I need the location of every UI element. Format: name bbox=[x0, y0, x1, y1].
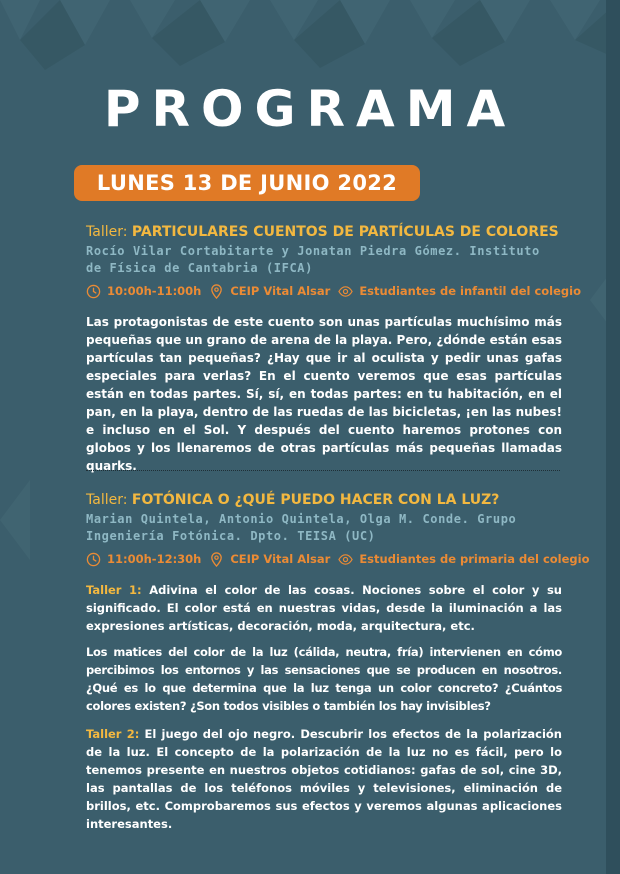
workshop-2-time bbox=[86, 552, 201, 567]
workshop-1-place-text: CEIP Vital Alsar bbox=[230, 284, 331, 298]
workshop-2-part2-text: El juego del ojo negro. Descubrir los efectos de la polarización de la luz. El concepto de la polarización de la luz no es fácil, pero lo tenemos presente en nuestros objetos cotidianos: gafas de sol, cine 3D, las pantallas de los teléfonos móviles y televisiones, eliminación de brillos, etc. Comprobaremos sus efectos y veremos algunas aplicaciones interesantes. bbox=[86, 727, 562, 831]
workshop-1-place bbox=[209, 284, 330, 299]
workshop-1-title bbox=[86, 222, 562, 242]
workshop-2-prefix: Taller: bbox=[86, 492, 132, 508]
workshop-2-audience-text: Estudiantes de primaria del colegio bbox=[359, 552, 590, 566]
eye-icon bbox=[338, 552, 353, 567]
location-pin-icon bbox=[209, 552, 224, 567]
workshop-2-part2 bbox=[86, 725, 562, 833]
workshop-2-title bbox=[86, 490, 562, 510]
workshop-1-prefix: Taller: bbox=[86, 224, 132, 240]
workshop-2-meta bbox=[86, 549, 590, 569]
workshop-2-audience bbox=[338, 552, 589, 567]
workshop-1 bbox=[86, 222, 581, 475]
workshop-1-meta bbox=[86, 281, 581, 301]
workshop-2-part1-text: Adivina el color de las cosas. Nociones sobre el color y su significado. El color está en nuestras vidas, desde la iluminación a las expresiones artísticas, decoración, moda, arquitectura, etc. bbox=[86, 583, 562, 633]
workshop-2-part1-text2: Los matices del color de la luz (cálida, neutra, fría) intervienen en cómo percibimos los entornos y las sensaciones que se producen en nosotros. ¿Qué es lo que determina que la luz tenga un color concreto? ¿Cuántos colores existen? ¿Son todos visibles o también los hay invisibles? bbox=[86, 645, 562, 713]
workshop-2-place-text: CEIP Vital Alsar bbox=[230, 552, 331, 566]
workshop-2-authors: Marian Quintela, Antonio Quintela, Olga M. Conde. Grupo Ingeniería Fotónica. Dpto. TEISA (UC) bbox=[86, 512, 517, 543]
section-divider bbox=[86, 470, 560, 471]
location-pin-icon bbox=[209, 284, 224, 299]
eye-icon bbox=[338, 284, 353, 299]
workshop-2 bbox=[86, 490, 590, 833]
workshop-2-place bbox=[209, 552, 330, 567]
workshop-1-description: Las protagonistas de este cuento son unas partículas muchísimo más pequeñas que un grano de arena de la playa. Pero, ¿dónde están esas partículas tan pequeñas? ¿Hay que ir al oculista y pedir unas gafas especiales para verlas? En el cuento veremos que esas partículas están en todas partes. Sí, sí, en todas partes: en tu habitación, en el pan, en la playa, dentro de las ruedas de las bicicletas, ¡en las nubes! e incluso en el Sol. Y después del cuento haremos protones con globos y los llenaremos de otras partículas más pequeñas llamadas quarks. bbox=[86, 315, 562, 473]
date-badge bbox=[74, 165, 420, 201]
page-title: PROGRAMA bbox=[103, 80, 517, 138]
workshop-1-audience-text: Estudiantes de infantil del colegio bbox=[359, 284, 581, 298]
workshop-2-part2-label: Taller 2: bbox=[86, 727, 140, 741]
workshop-1-audience bbox=[338, 284, 581, 299]
date-label: LUNES 13 DE JUNIO 2022 bbox=[96, 171, 398, 195]
workshop-1-time bbox=[86, 284, 201, 299]
workshop-2-part1 bbox=[86, 581, 562, 635]
workshop-1-time-text: 10:00h-11:00h bbox=[107, 284, 202, 298]
workshop-2-part1-label: Taller 1: bbox=[86, 583, 142, 597]
clock-icon bbox=[86, 552, 101, 567]
workshop-1-name: PARTICULARES CUENTOS DE PARTÍCULAS DE COLORES bbox=[131, 224, 559, 240]
workshop-1-authors: Rocío Vilar Cortabitarte y Jonatan Piedra Gómez. Instituto de Física de Cantabria (IFCA) bbox=[86, 244, 540, 275]
workshop-2-name: FOTÓNICA O ¿QUÉ PUEDO HACER CON LA LUZ? bbox=[131, 492, 500, 508]
workshop-2-time-text: 11:00h-12:30h bbox=[107, 552, 202, 566]
clock-icon bbox=[86, 284, 101, 299]
